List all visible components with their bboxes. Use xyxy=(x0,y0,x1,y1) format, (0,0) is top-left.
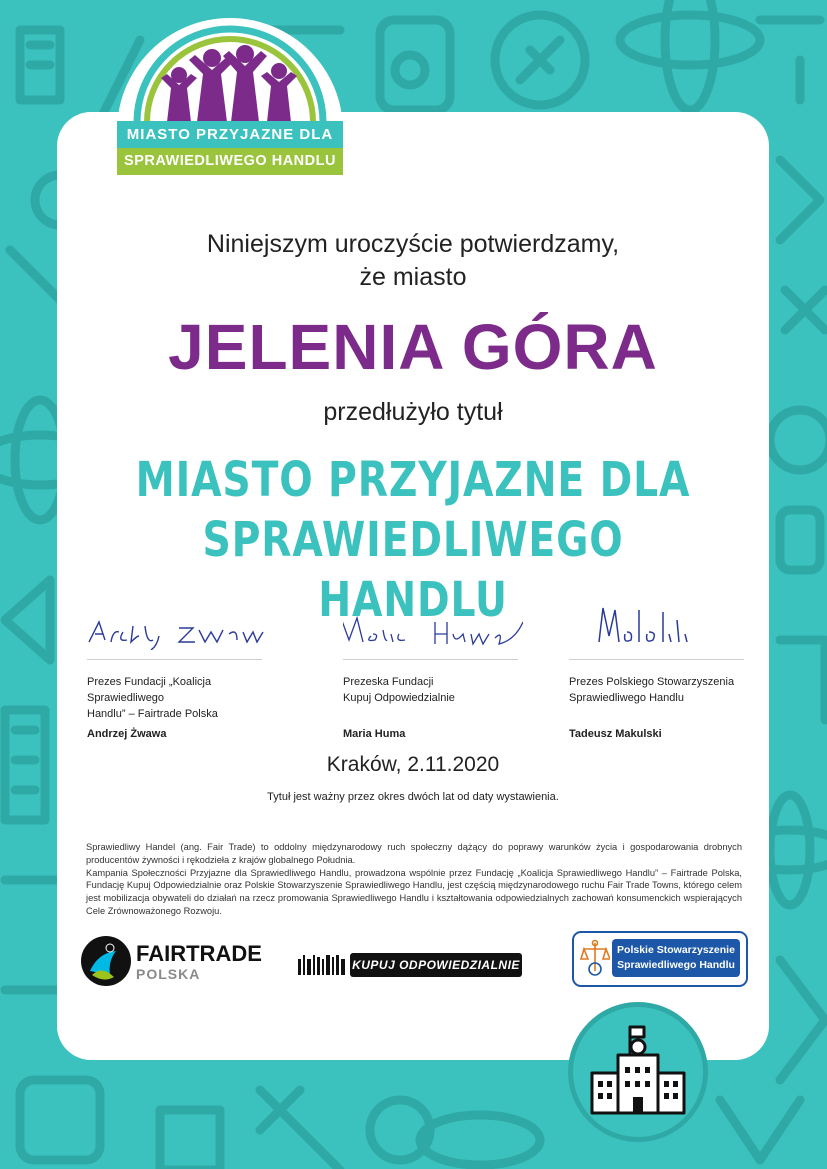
barcode-icon xyxy=(298,955,346,975)
logo-line2: SPRAWIEDLIWEGO HANDLU xyxy=(117,148,343,175)
city-hall-icon xyxy=(586,1021,690,1125)
scales-icon xyxy=(580,939,610,977)
small-print xyxy=(86,841,742,918)
people-icon xyxy=(117,18,343,122)
signature-line xyxy=(87,659,262,660)
logo-line1: MIASTO PRZYJAZNE DLA xyxy=(117,121,343,148)
signature-image xyxy=(343,600,523,650)
signatory-2 xyxy=(343,600,533,740)
signatory-3 xyxy=(569,600,759,740)
small-print-p1: Sprawiedliwy Handel (ang. Fair Trade) to oddolny międzynarodowy ruch społeczny dążący do poprawy warunków życia i gospodarowania drobnych producentów żywności i rękodzieła z krajów globalnego Południa. xyxy=(86,842,742,865)
campaign-logo xyxy=(117,18,343,169)
kupuj-text: KUPUJ ODPOWIEDZIALNIE xyxy=(350,953,522,977)
signatory-role: Prezes Polskiego Stowarzyszenia Sprawiedliwego Handlu xyxy=(569,676,735,704)
city-badge xyxy=(568,1002,708,1142)
signature-line xyxy=(569,659,744,660)
fairtrade-subtext: POLSKA xyxy=(136,966,201,982)
signatory-name: Tadeusz Makulski xyxy=(569,728,662,740)
signature-image xyxy=(87,600,267,650)
fairtrade-text: FAIRTRADE xyxy=(136,941,262,966)
signature-line xyxy=(343,659,518,660)
fairtrade-mark-icon xyxy=(80,935,132,987)
intro-line2: że miasto xyxy=(359,263,467,291)
pssh-logo xyxy=(572,931,748,987)
small-print-p2: Kampania Społeczności Przyjazne dla Sprawiedliwego Handlu, prowadzona wspólnie przez Fundację „Koalicja Sprawiedliwego Handlu” – Fairtrade Polska, Fundację Kupuj Odpowiedzialnie oraz Polskie Stowarzyszenie Sprawiedliwego Handlu, jest częścią międzynarodowego ruchu Fair Trade Towns, którego celem jest mobilizacja obywateli do działań na rzecz promowania Sprawiedliwego Handlu i kształtowania odpowiedzialnych zachowań konsumenckich wspierających Cele Zrównoważonego Rozwoju. xyxy=(86,867,742,916)
award-title-line1: MIASTO PRZYJAZNE DLA xyxy=(135,452,691,508)
intro-line1: Niniejszym uroczyście potwierdzamy, xyxy=(206,230,620,258)
award-title-line2: SPRAWIEDLIWEGO HANDLU xyxy=(202,512,624,628)
city-name: JELENIA GÓRA xyxy=(168,311,658,383)
pssh-text: Polskie Stowarzyszenie Sprawiedliwego Handlu xyxy=(612,939,740,977)
signatory-role: Prezes Fundacji „Koalicja Sprawiedliwego Handlu” – Fairtrade Polska xyxy=(87,676,218,720)
kupuj-odpowiedzialnie-logo xyxy=(298,953,534,977)
fairtrade-logo xyxy=(80,933,260,988)
signatory-name: Maria Huma xyxy=(343,728,406,740)
issue-date: Kraków, 2.11.2020 xyxy=(326,753,500,776)
signature-image xyxy=(569,600,749,650)
extended-text: przedłużyło tytuł xyxy=(323,398,503,426)
validity-note: Tytuł jest ważny przez okres dwóch lat od daty wystawienia. xyxy=(267,791,559,803)
signatory-role: Prezeska Fundacji Kupuj Odpowiedzialnie xyxy=(343,676,455,704)
intro-text xyxy=(57,228,769,294)
signatory-1 xyxy=(87,600,277,740)
signatory-name: Andrzej Żwawa xyxy=(87,728,167,740)
